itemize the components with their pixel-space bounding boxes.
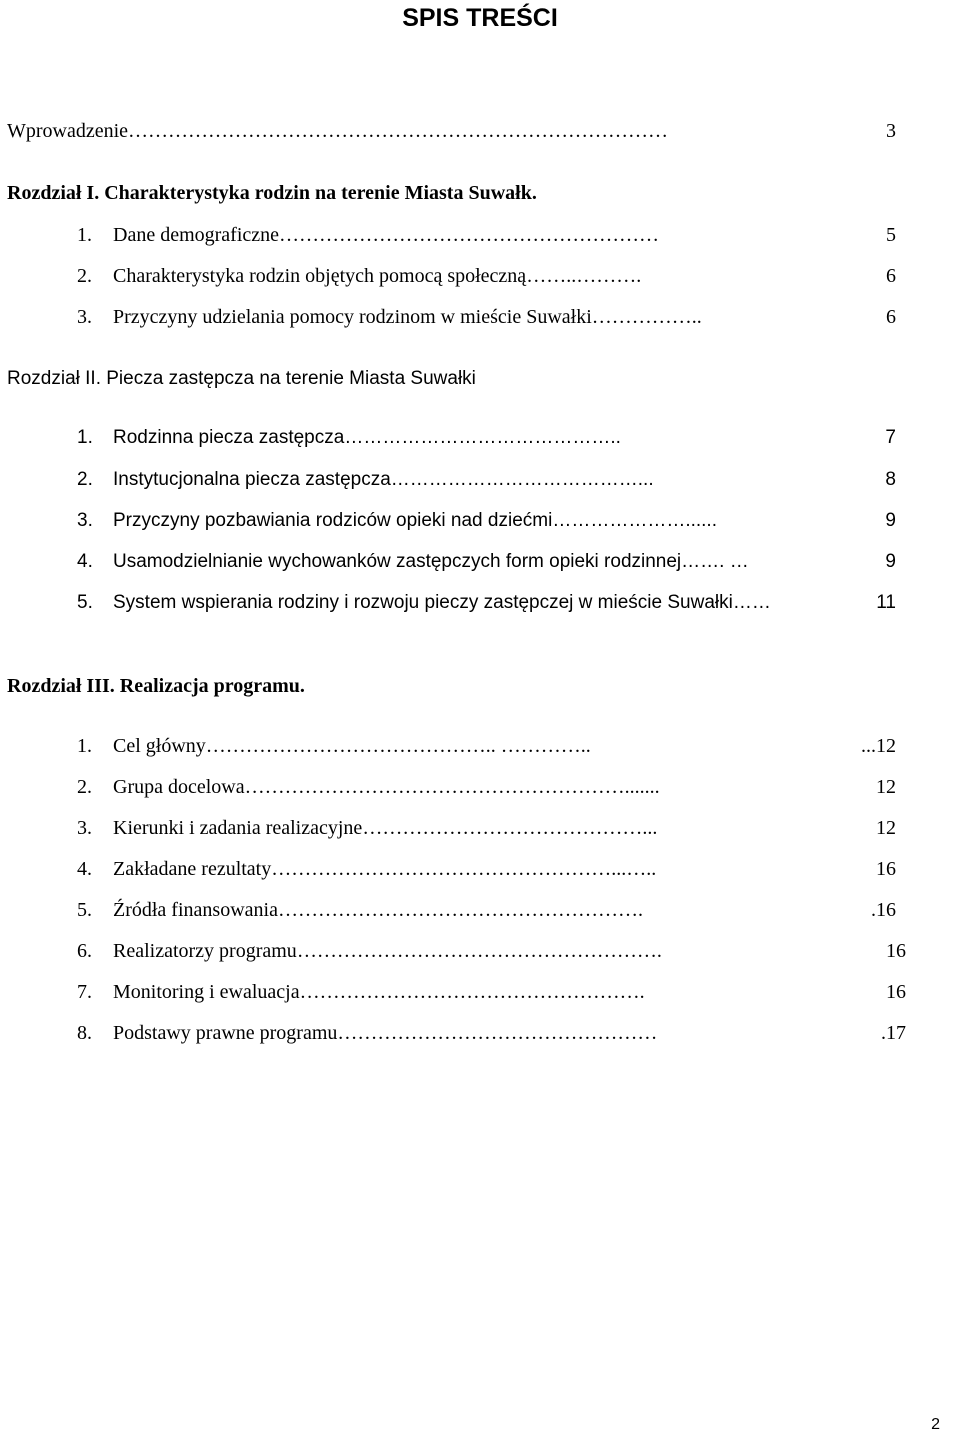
toc-page-number: .16 bbox=[871, 899, 896, 921]
toc-page-number: 7 bbox=[885, 427, 896, 448]
toc-item-number: 1. bbox=[77, 735, 92, 757]
toc-page-number: .17 bbox=[881, 1022, 906, 1044]
toc-item[interactable] bbox=[77, 467, 896, 493]
toc-dots: ………………………………………………… bbox=[279, 224, 660, 246]
toc-dots: ………………………………………… bbox=[337, 1022, 658, 1044]
toc-page-number: 12 bbox=[876, 776, 896, 798]
toc-item-label: Instytucjonalna piecza zastępcza bbox=[113, 469, 391, 490]
toc-dots: ………………………………………………. bbox=[277, 899, 643, 921]
toc-page-number: ...12 bbox=[861, 735, 896, 757]
toc-dots: ……………………………………………. bbox=[299, 981, 645, 1003]
toc-item-number: 3. bbox=[77, 510, 93, 531]
toc-item[interactable] bbox=[77, 938, 906, 964]
toc-item-label: Usamodzielnianie wychowanków zastępczych form opieki rodzinnej bbox=[113, 551, 682, 572]
toc-item-label: Źródła finansowania bbox=[113, 899, 278, 921]
toc-page-number: 11 bbox=[876, 592, 896, 613]
toc-dots: …………….. bbox=[591, 306, 702, 328]
toc-item[interactable] bbox=[77, 856, 896, 882]
toc-page-number: 6 bbox=[886, 306, 896, 328]
toc-item[interactable] bbox=[77, 425, 896, 451]
toc-page-number: 6 bbox=[886, 265, 896, 287]
toc-item-label: Przyczyny pozbawiania rodziców opieki nad dziećmi bbox=[113, 510, 553, 531]
toc-item-number: 3. bbox=[77, 817, 92, 839]
toc-dots: …………………………………….. ………….. bbox=[205, 735, 591, 757]
toc-dots: ………………………………………………. bbox=[296, 940, 662, 962]
toc-item[interactable] bbox=[77, 304, 896, 330]
toc-dots: ……..………. bbox=[526, 265, 642, 287]
toc-item[interactable] bbox=[77, 590, 896, 616]
toc-item-number: 7. bbox=[77, 981, 92, 1003]
toc-item-label: Zakładane rezultaty bbox=[113, 858, 272, 880]
toc-item-number: 6. bbox=[77, 940, 92, 962]
chapter-1-heading: Rozdział I. Charakterystyka rodzin na terenie Miasta Suwałk. bbox=[7, 182, 537, 204]
toc-page-number: 16 bbox=[886, 981, 906, 1003]
toc-dots: ……………………………………………………………………… bbox=[128, 120, 669, 142]
toc-item-label: System wspierania rodziny i rozwoju pieczy zastępczej w mieście Suwałki bbox=[113, 592, 733, 613]
chapter-2-heading: Rozdział II. Piecza zastępcza na terenie Miasta Suwałki bbox=[7, 368, 476, 389]
toc-dots: ……………………………………………...….. bbox=[271, 858, 657, 880]
toc-dots: …………………………………………………....... bbox=[244, 776, 660, 798]
toc-page-number: 16 bbox=[886, 940, 906, 962]
toc-item-number: 2. bbox=[77, 265, 92, 287]
toc-item-number: 1. bbox=[77, 224, 92, 246]
page-number-footer: 2 bbox=[931, 1416, 940, 1433]
toc-item-label: Dane demograficzne bbox=[113, 224, 280, 246]
toc-item-label: Realizatorzy programu bbox=[113, 940, 297, 962]
toc-item-number: 3. bbox=[77, 306, 92, 328]
toc-page-number: 9 bbox=[885, 510, 896, 531]
toc-item[interactable] bbox=[77, 1020, 906, 1046]
toc-item-label: Monitoring i ewaluacja bbox=[113, 981, 300, 1003]
toc-item[interactable] bbox=[77, 733, 896, 759]
toc-item-label: Kierunki i zadania realizacyjne bbox=[113, 817, 363, 839]
toc-page-number: 3 bbox=[886, 120, 896, 142]
toc-dots: ……. … bbox=[681, 551, 749, 572]
page-title: SPIS TREŚCI bbox=[402, 4, 558, 32]
toc-item[interactable] bbox=[77, 815, 896, 841]
toc-intro[interactable] bbox=[7, 118, 896, 144]
toc-item[interactable] bbox=[77, 222, 896, 248]
toc-item[interactable] bbox=[77, 549, 896, 575]
toc-item-label: Podstawy prawne programu bbox=[113, 1022, 338, 1044]
toc-dots: …………………………………... bbox=[390, 469, 654, 490]
toc-item-label: Rodzinna piecza zastępcza bbox=[113, 427, 345, 448]
toc-item-number: 4. bbox=[77, 858, 92, 880]
toc-item-number: 5. bbox=[77, 899, 92, 921]
toc-page-number: 5 bbox=[886, 224, 896, 246]
toc-item-label: Charakterystyka rodzin objętych pomocą społeczną bbox=[113, 265, 527, 287]
toc-page-number: 9 bbox=[885, 551, 896, 572]
toc-item-label: Przyczyny udzielania pomocy rodzinom w mieście Suwałki bbox=[113, 306, 592, 328]
toc-item[interactable] bbox=[77, 979, 906, 1005]
toc-item-number: 1. bbox=[77, 427, 93, 448]
toc-dots: …………………………………….. bbox=[344, 427, 621, 448]
toc-item-number: 2. bbox=[77, 469, 93, 490]
toc-dots: …………………...... bbox=[552, 510, 717, 531]
toc-dots: ……………………………………... bbox=[362, 817, 658, 839]
toc-page-number: 16 bbox=[876, 858, 896, 880]
toc-page-number: 12 bbox=[876, 817, 896, 839]
toc-item[interactable] bbox=[77, 897, 896, 923]
toc-page-number: 8 bbox=[885, 469, 896, 490]
toc-item[interactable] bbox=[77, 774, 896, 800]
toc-item-number: 5. bbox=[77, 592, 93, 613]
toc-item-number: 8. bbox=[77, 1022, 92, 1044]
toc-intro-label: Wprowadzenie bbox=[7, 120, 129, 142]
toc-item-label: Cel główny bbox=[113, 735, 206, 757]
toc-item[interactable] bbox=[77, 263, 896, 289]
toc-dots: …… bbox=[732, 592, 771, 613]
toc-item[interactable] bbox=[77, 508, 896, 534]
toc-item-label: Grupa docelowa bbox=[113, 776, 245, 798]
chapter-3-heading: Rozdział III. Realizacja programu. bbox=[7, 675, 305, 697]
toc-item-number: 2. bbox=[77, 776, 92, 798]
toc-item-number: 4. bbox=[77, 551, 93, 572]
